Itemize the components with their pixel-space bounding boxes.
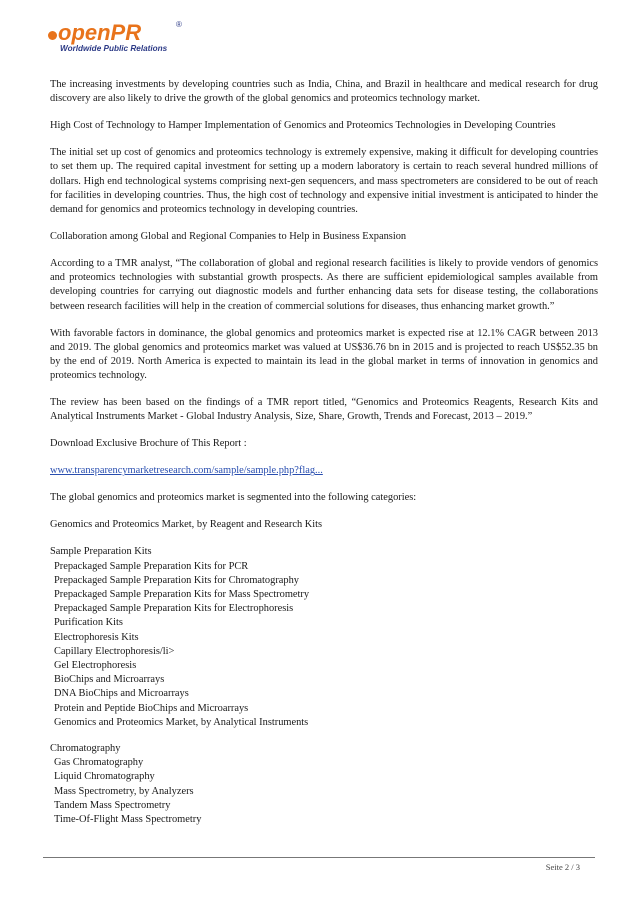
paragraph: The initial set up cost of genomics and proteomics technology is extremely expensive, making it difficult for developing countries to set them up. The required capital investment for setting up a modern laboratory is certain to reach several hundred millions of dollars. High end technological systems comprising next-gen sequencers, and mass spectrometers are considered to be out of reach for facilities in developing countries. Thus, the high cost of technology and expensive initial investment is anticipated to hinder the demand for genomics and proteomics technology in developing countries. [50, 147, 598, 216]
list-item: Prepackaged Sample Preparation Kits for PCR [54, 560, 249, 572]
footer-divider [43, 857, 595, 858]
section-heading: High Cost of Technology to Hamper Implementation of Genomics and Proteomics Technologies in Developing Countries [50, 120, 556, 132]
list-item: Electrophoresis Kits [54, 631, 139, 643]
paragraph: With favorable factors in dominance, the global genomics and proteomics market is expected rise at 12.1% CAGR between 2013 and 2019. The global genomics and proteomics market was valued at US$36.76 bn in 2015 and is projected to reach US$52.35 bn by the end of 2019. North America is expected to maintain its lead in the global market in terms of innovation in genomics and proteomics technology. [50, 327, 598, 382]
list-item: Gas Chromatography [54, 757, 144, 769]
download-label: Download Exclusive Brochure of This Report : [50, 438, 247, 450]
list-item: Prepackaged Sample Preparation Kits for Mass Spectrometry [54, 589, 310, 601]
list-item: BioChips and Microarrays [54, 674, 165, 686]
section-heading: Genomics and Proteomics Market, by Reagent and Research Kits [50, 519, 323, 531]
paragraph: The global genomics and proteomics market is segmented into the following categories: [50, 492, 417, 504]
list-item: DNA BioChips and Microarrays [54, 688, 189, 700]
list-item: Prepackaged Sample Preparation Kits for Chromatography [54, 574, 299, 586]
list-item: Gel Electrophoresis [54, 660, 137, 672]
paragraph: The increasing investments by developing countries such as India, China, and Brazil in healthcare and medical research for drug discovery are also likely to drive the growth of the global genomics and proteomics technology market. [50, 79, 598, 105]
list-item: Capillary Electrophoresis/li> [54, 645, 175, 657]
paragraph: The review has been based on the findings of a TMR report titled, “Genomics and Proteomics Reagents, Research Kits and Analytical Instruments Market - Global Industry Analysis, Size, Share, Growth, Trends and Forecast, 2013 – 2019.” [50, 397, 598, 423]
list-item: Genomics and Proteomics Market, by Analytical Instruments [54, 716, 309, 728]
section-heading: Collaboration among Global and Regional Companies to Help in Business Expansion [50, 231, 407, 243]
logo-tagline: Worldwide Public Relations [60, 44, 168, 53]
list-item: Mass Spectrometry, by Analyzers [54, 785, 194, 797]
article-body [50, 78, 598, 839]
logo-wordmark: openPR [58, 20, 142, 45]
list-item: Prepackaged Sample Preparation Kits for Electrophoresis [54, 603, 294, 615]
brochure-link[interactable]: www.transparencymarketresearch.com/sample/sample.php?flag... [50, 465, 323, 477]
list-item: Tandem Mass Spectrometry [54, 799, 171, 811]
list-heading: Chromatography [50, 743, 121, 755]
paragraph: According to a TMR analyst, “The collaboration of global and regional research facilities is likely to provide vendors of genomics and proteomics technologies with substantial growth prospects. As there are sufficient epidemiological samples available from developing countries for carrying out diagnostic models and further enhancing data sets for disease testing, the collaborations between research facilities will help in the creation of commercial solutions for diseases, thus enhancing market growth.” [50, 258, 598, 312]
list-item: Protein and Peptide BioChips and Microarrays [54, 702, 249, 714]
list-item: Time-Of-Flight Mass Spectrometry [54, 814, 202, 826]
analytical-instruments-list [50, 742, 598, 827]
logo-registered-mark: ® [176, 20, 182, 29]
list-item: Liquid Chromatography [54, 771, 155, 783]
list-heading: Sample Preparation Kits [50, 546, 152, 558]
list-item: Purification Kits [54, 617, 123, 629]
page-number: Seite 2 / 3 [545, 862, 580, 872]
reagent-kits-list [50, 545, 598, 730]
openpr-logo[interactable] [46, 18, 196, 54]
